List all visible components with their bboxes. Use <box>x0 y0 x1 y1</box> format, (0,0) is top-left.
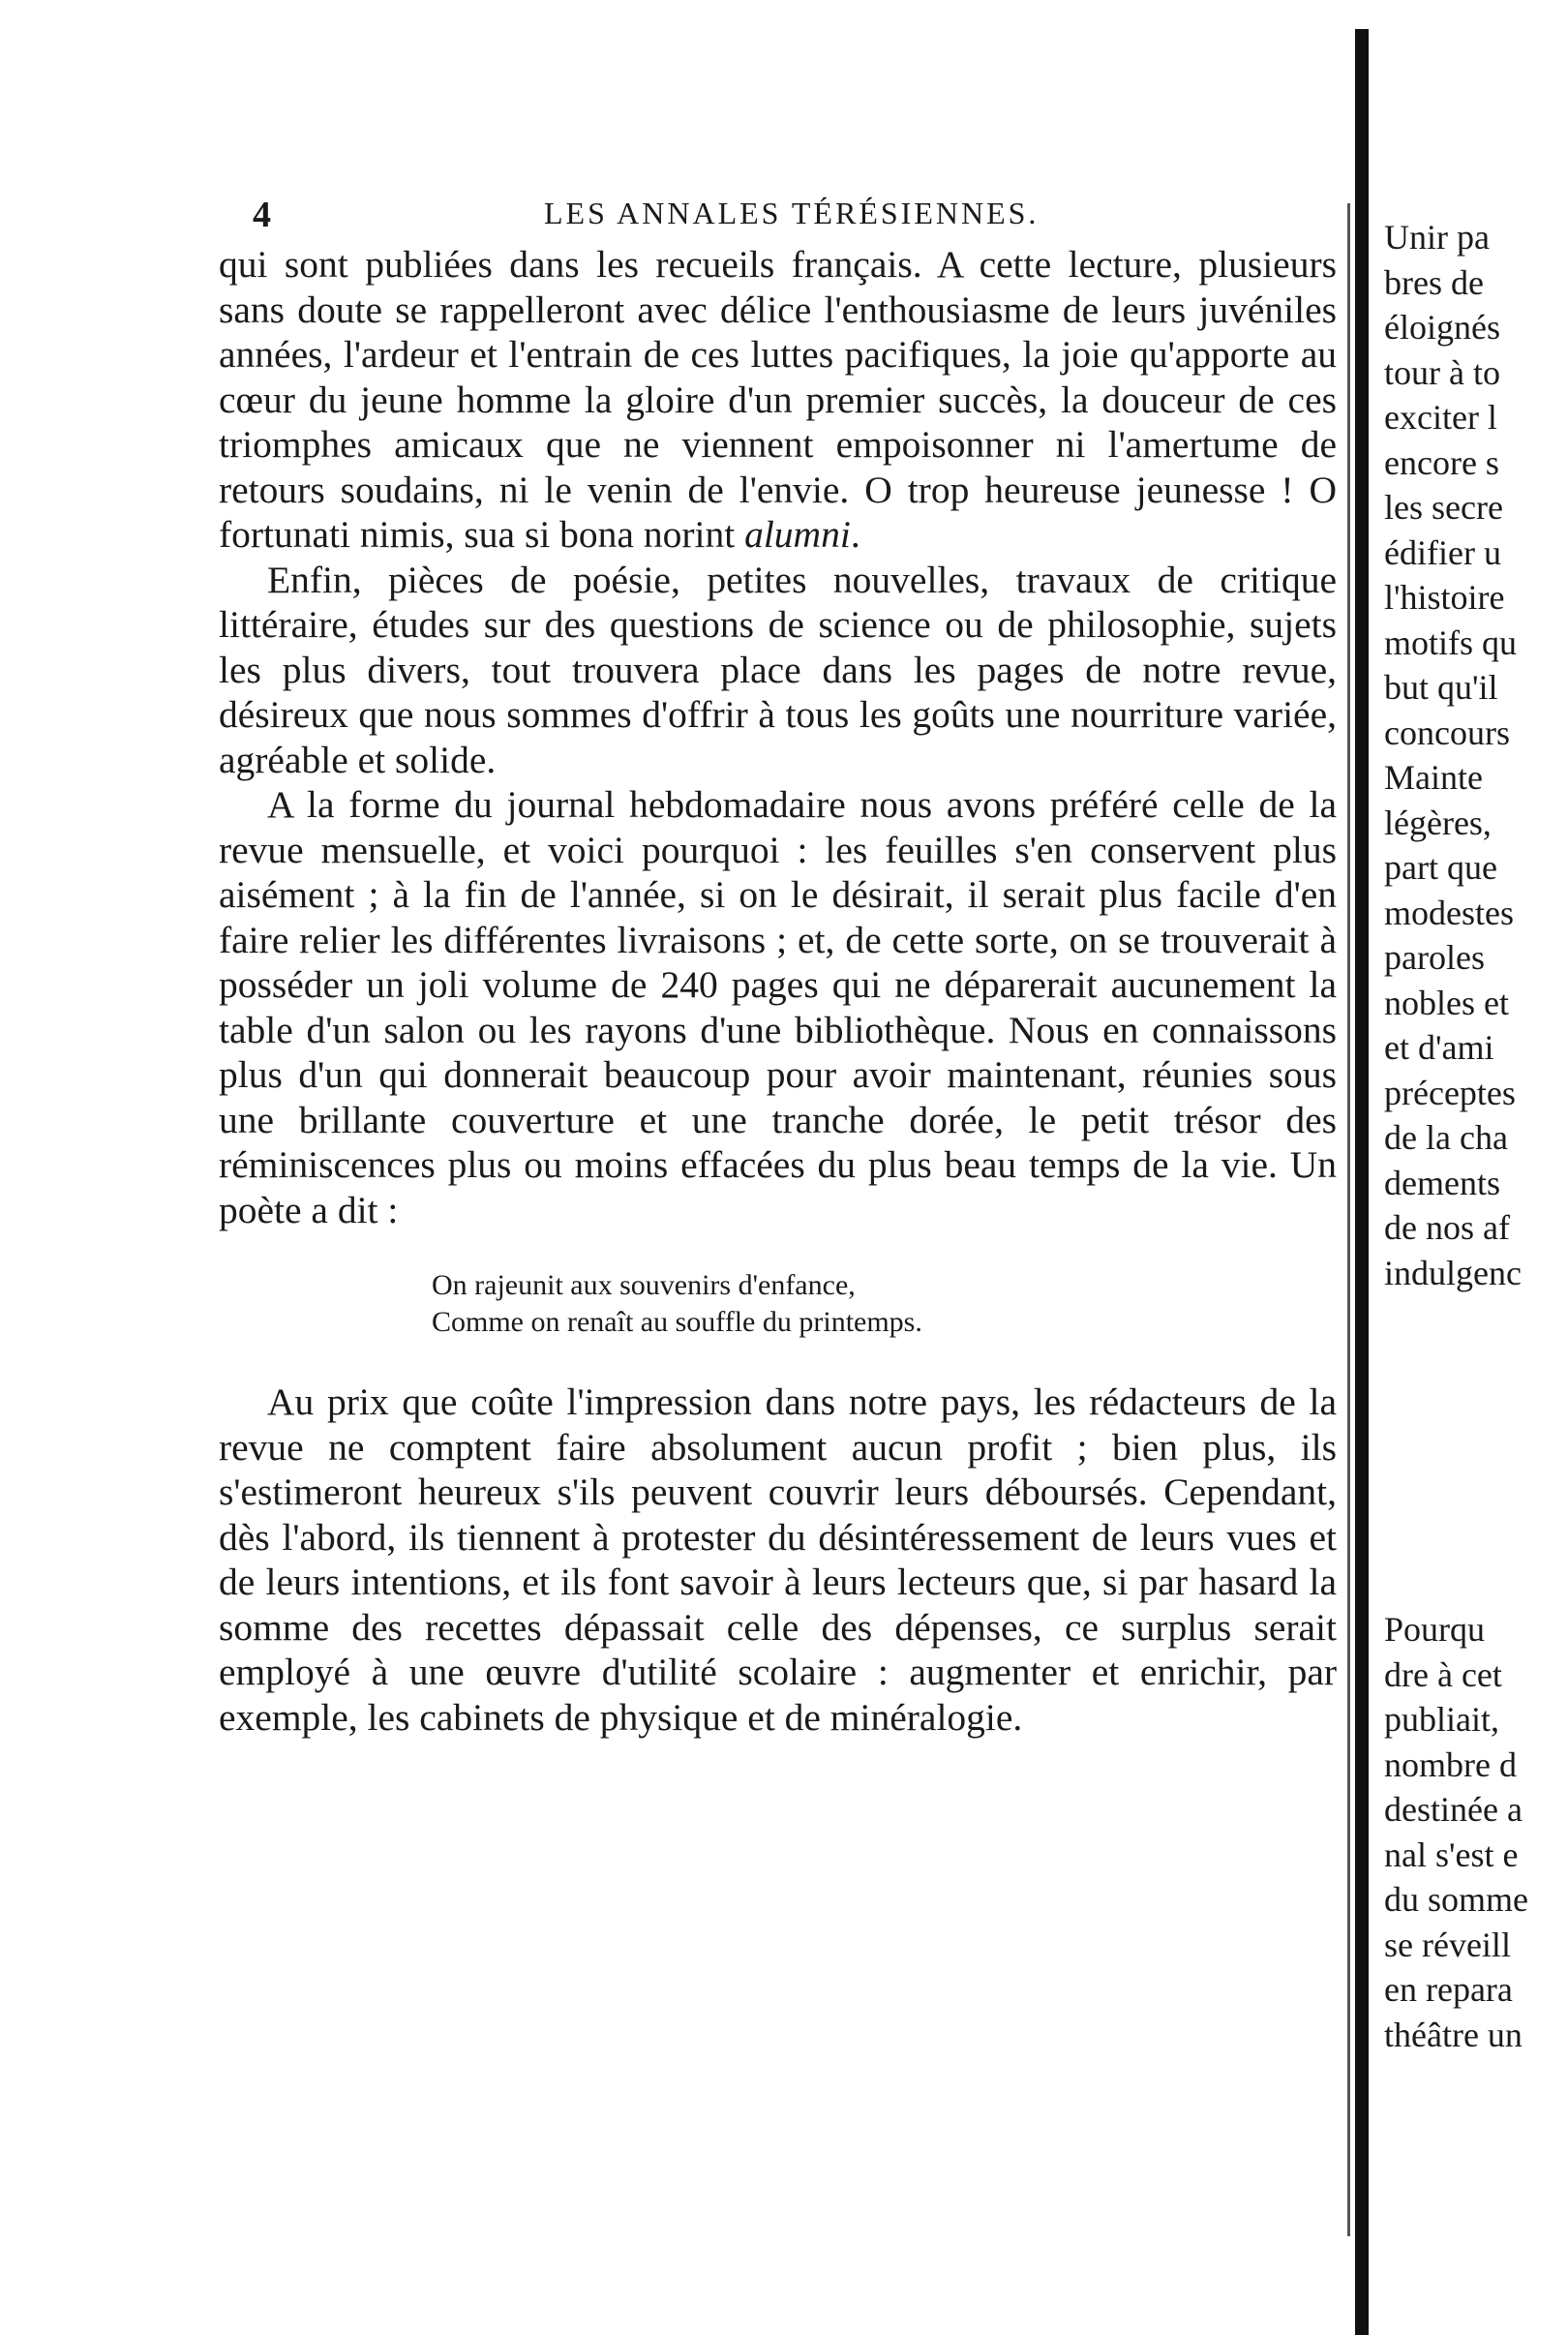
verse-line: On rajeunit aux souvenirs d'enfance, <box>432 1269 856 1301</box>
paragraph-1-text: qui sont publiées dans les recueils français. A cette lecture, plusieurs sans doute se rappelleront avec délice l'enthousiasme de leurs juvéniles années, l'ardeur et l'entrain de ces luttes pacifiques, la joie qu'apporte au cœur du jeune homme la gloire d'un premier succès, la douceur de ces triomphes amicaux que ne viennent empoisonner ni l'amertume de retours soudains, ni le venin de l'envie. O trop heureuse jeunesse ! O fortunati nimis, sua si bona norint <box>219 243 1337 556</box>
facing-page-line: l'histoire <box>1384 578 1505 617</box>
facing-page-line: éloignés <box>1384 308 1500 347</box>
paragraph-1-italic: alumni <box>744 513 851 556</box>
facing-upper-column <box>1384 215 1522 1295</box>
facing-page-line: édifier u <box>1384 532 1501 572</box>
facing-lower-column <box>1384 1607 1528 2057</box>
gutter-edge-line <box>1347 203 1350 2236</box>
facing-page-line: de nos af <box>1384 1208 1510 1247</box>
facing-page-line: se réveill <box>1384 1925 1511 1964</box>
facing-page-line: nombre d <box>1384 1744 1517 1784</box>
facing-page-line: publiait, <box>1384 1700 1499 1739</box>
verse-line: Comme on renaît au souffle du printemps. <box>432 1306 922 1338</box>
facing-page-line: les secre <box>1384 488 1503 527</box>
facing-page-line: tour à to <box>1384 352 1500 392</box>
facing-page-line: dements <box>1384 1163 1500 1202</box>
facing-page-line: exciter l <box>1384 398 1497 437</box>
paragraph-4: Au prix que coûte l'impression dans notre pays, les rédacteurs de la revue ne comptent faire absolument aucun profit ; bien plus, ils s'estimeront heureux s'ils peuvent couvrir leurs déboursés. Cependant, dès l'abord, ils tiennent à protester du désintéressement de leurs vues et de leurs intentions, et ils font savoir à leurs lecteurs que, si par hasard la somme des recettes dépassait celle des dépenses, ce surplus serait employé à une œuvre d'utilité scolaire : augmenter et enrichir, par exemple, les cabinets de physique et de minéralogie. <box>219 1380 1337 1739</box>
facing-page-line: Unir pa <box>1384 218 1490 257</box>
facing-page-line: destinée a <box>1384 1790 1523 1829</box>
verse-quotation <box>432 1267 1337 1341</box>
facing-page-line: en repara <box>1384 1970 1513 2009</box>
facing-page-line: modestes <box>1384 893 1514 932</box>
facing-page-line: part que <box>1384 848 1497 887</box>
paragraph-3: A la forme du journal hebdomadaire nous avons préféré celle de la revue mensuelle, et voici pourquoi : les feuilles s'en conservent plus aisément ; à la fin de l'année, si on le désirait, il serait plus facile d'en faire relier les différentes livraisons ; et, de cette sorte, on se trouverait à posséder un joli volume de 240 pages qui ne déparerait aucunement la table d'un salon ou les rayons d'une bibliothèque. Nous en connaissons plus d'un qui donnerait beaucoup pour avoir maintenant, réunies sous une brillante couverture et une tranche dorée, le petit trésor des réminiscences plus ou moins effacées du plus beau temps de la vie. Un poète a dit : <box>219 783 1337 1231</box>
facing-page-line: et d'ami <box>1384 1028 1494 1067</box>
facing-page-line: motifs qu <box>1384 622 1518 662</box>
facing-page-line: théâtre un <box>1384 2015 1523 2054</box>
facing-page-line: dre à cet <box>1384 1654 1502 1694</box>
facing-page-line: encore s <box>1384 442 1499 482</box>
paragraph-2: Enfin, pièces de poésie, petites nouvelles, travaux de critique littéraire, études sur des questions de science ou de philosophie, sujets les plus divers, tout trouvera place dans les pages de notre revue, désireux que nous sommes d'offrir à tous les goûts une nourriture variée, agréable et solide. <box>219 558 1337 781</box>
gutter-shadow <box>1355 29 1369 2335</box>
paragraph-1-tail: . <box>850 513 860 556</box>
left-page <box>219 184 1337 1740</box>
facing-page-line: Pourqu <box>1384 1610 1486 1649</box>
running-title: LES ANNALES TÉRÉSIENNES. <box>544 196 1040 230</box>
running-head <box>219 184 1337 242</box>
facing-page-line: indulgenc <box>1384 1253 1522 1292</box>
paragraph-1 <box>219 242 1337 558</box>
facing-page-line: Mainte <box>1384 758 1483 797</box>
facing-page-line: bres de <box>1384 262 1484 302</box>
facing-page-fragment <box>1384 0 1568 2335</box>
facing-page-line: légères, <box>1384 803 1492 842</box>
facing-page-line: du somme <box>1384 1880 1528 1919</box>
page-number: 4 <box>253 195 273 235</box>
facing-page-line: but qu'il <box>1384 668 1498 707</box>
facing-page-line: paroles <box>1384 938 1485 977</box>
facing-page-line: nobles et <box>1384 983 1509 1022</box>
facing-page-line: préceptes <box>1384 1073 1516 1112</box>
facing-page-line: nal s'est e <box>1384 1835 1519 1874</box>
facing-page-line: de la cha <box>1384 1118 1508 1157</box>
facing-page-line: concours <box>1384 713 1510 752</box>
